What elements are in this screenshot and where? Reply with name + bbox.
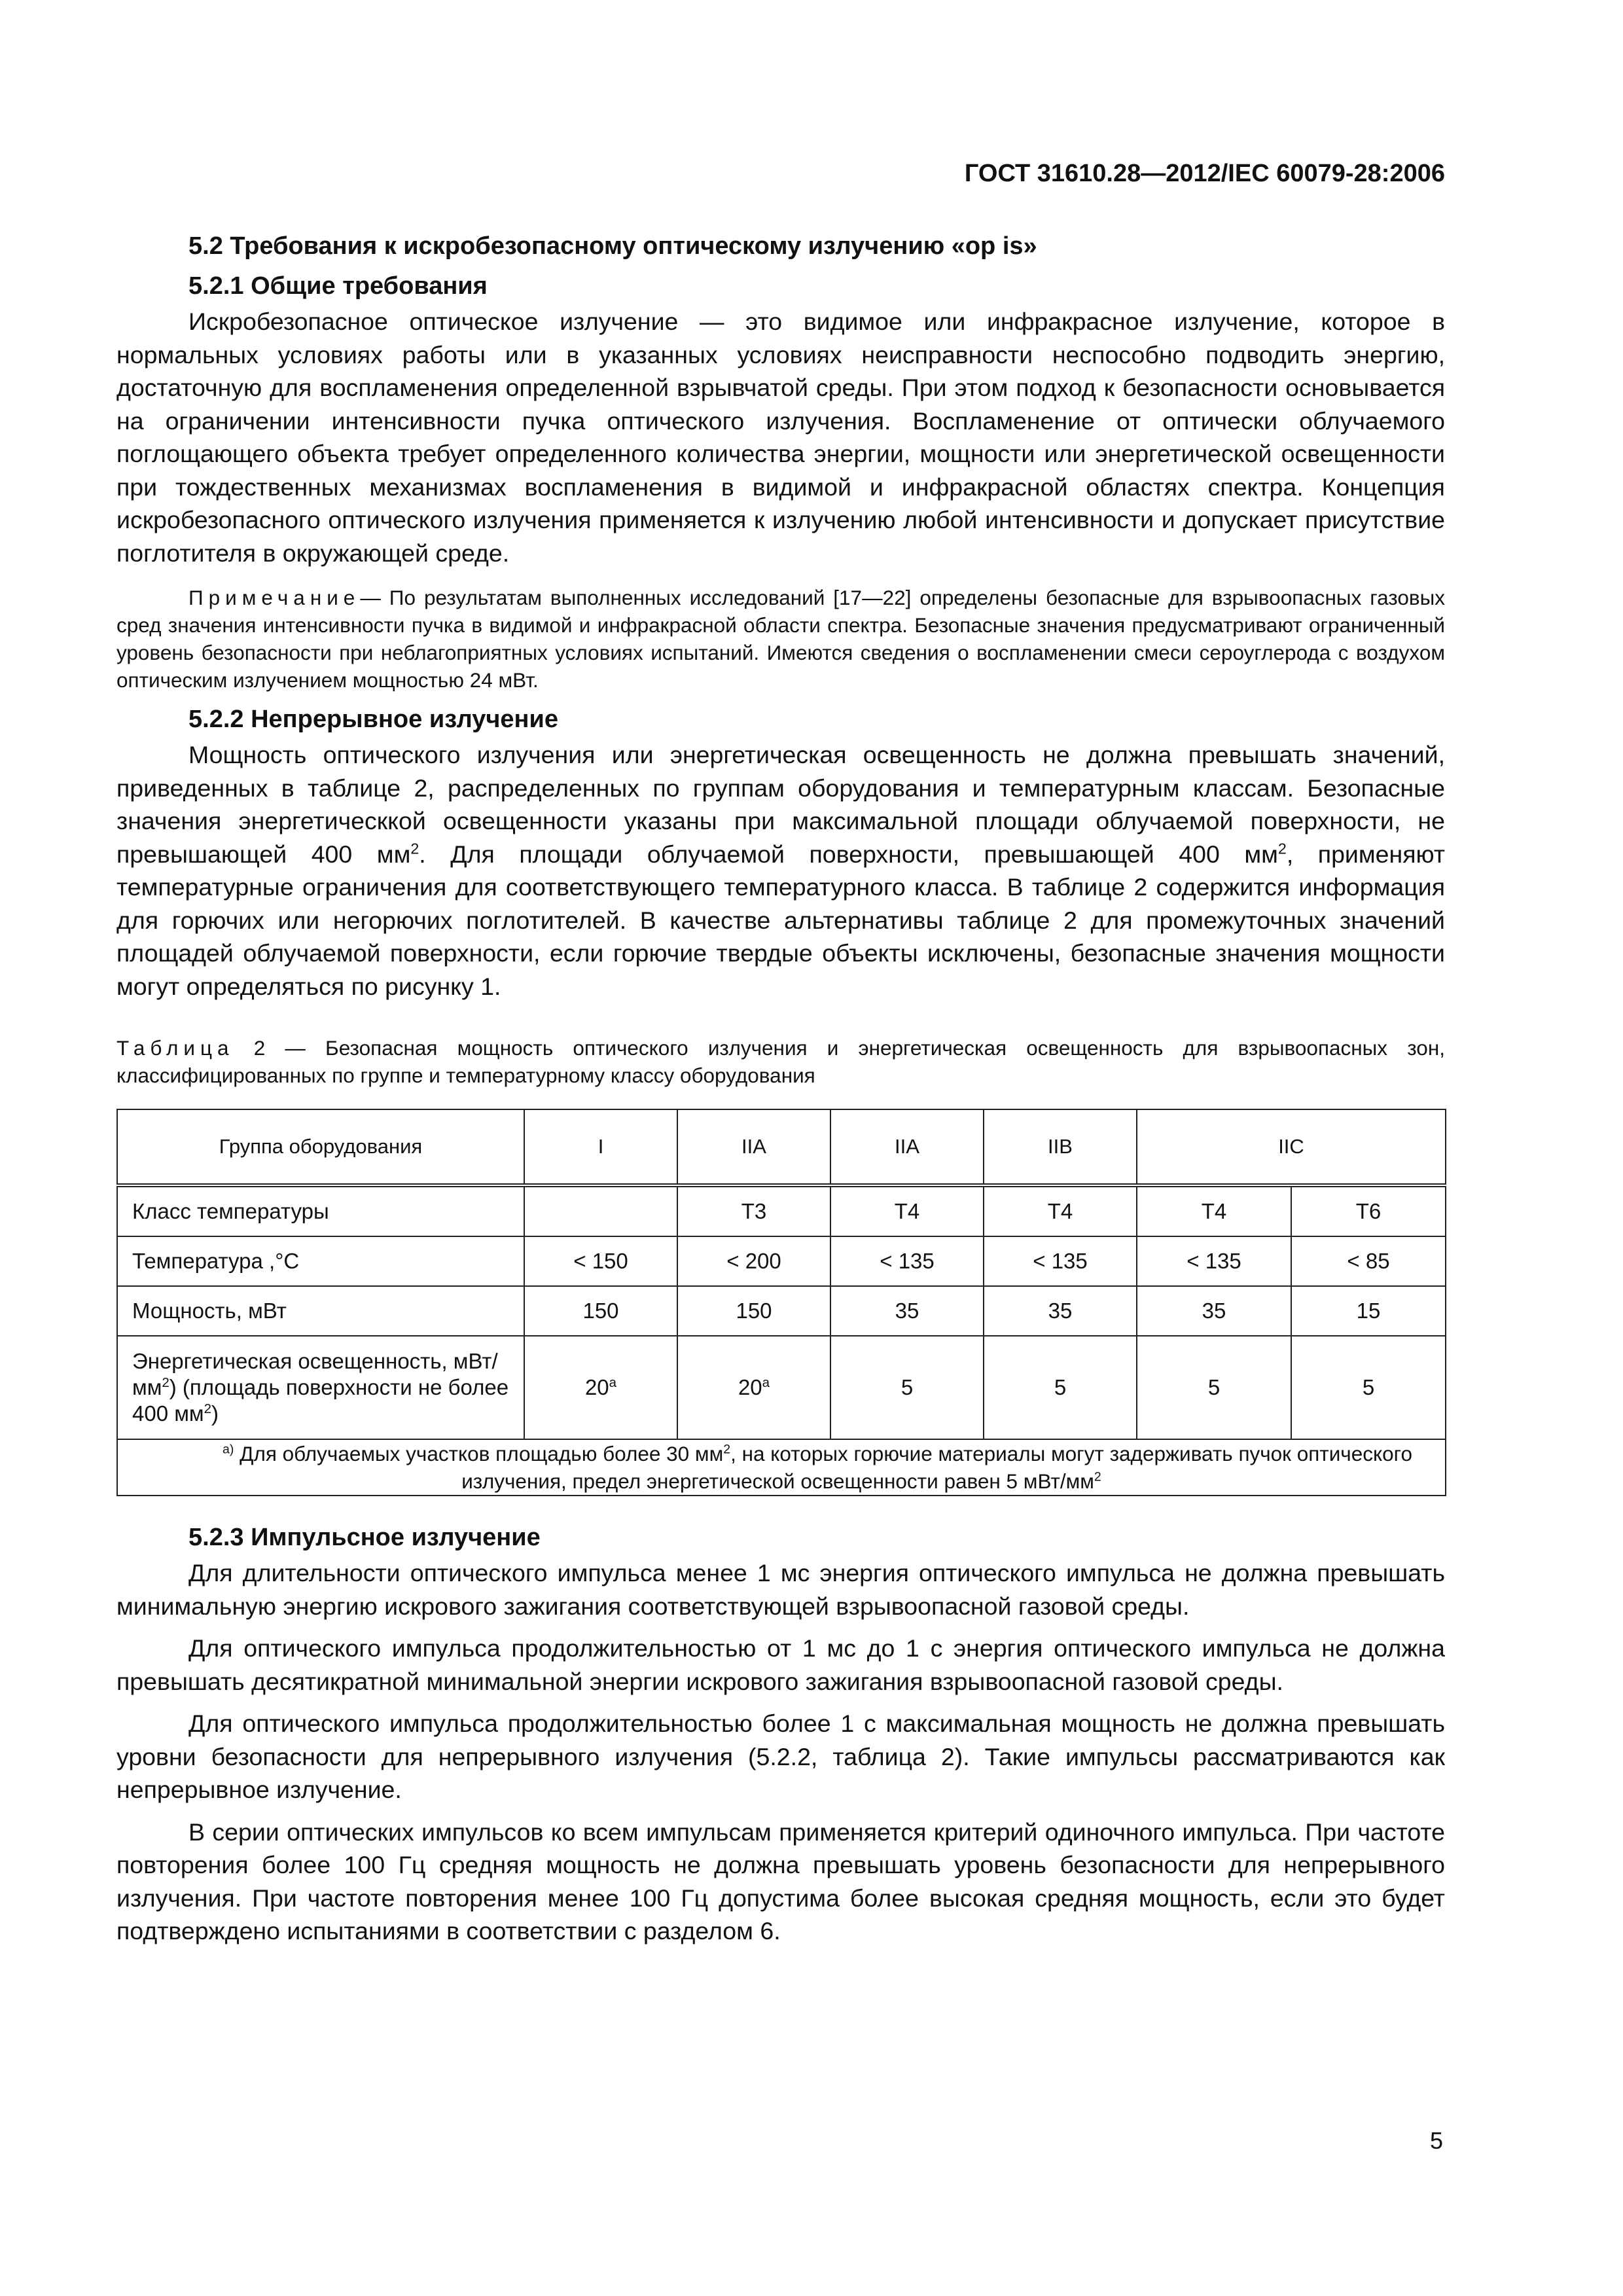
table-row (117, 1236, 1446, 1286)
header-cell: IIA (830, 1109, 984, 1185)
footnote-mark: а) (223, 1442, 234, 1457)
table-cell: 15 (1291, 1286, 1446, 1336)
table-cell: < 200 (677, 1236, 830, 1286)
table-header-row (117, 1109, 1446, 1185)
row-label: Класс температуры (117, 1185, 524, 1236)
row-label: Мощность, мВт (117, 1286, 524, 1336)
table-cell (677, 1336, 830, 1439)
table-cell: 35 (1137, 1286, 1291, 1336)
footnote-ref: а (762, 1375, 770, 1390)
table-cell: 5 (1291, 1336, 1446, 1439)
table-cell: < 135 (1137, 1236, 1291, 1286)
section-5-2-2-title: 5.2.2 Непрерывное излучение (188, 706, 558, 733)
label-text: ) (площадь поверхности не более 400 мм (132, 1375, 509, 1426)
table-cell: T4 (1137, 1185, 1291, 1236)
table-caption-text: — Безопасная мощность оптического излучения и энергетическая освещенность для взрывоопасных зон, классифицированных по группе и температурному классу оборудования (116, 1036, 1445, 1087)
table-cell (524, 1336, 677, 1439)
superscript: 2 (723, 1442, 731, 1457)
note-paragraph (116, 584, 1445, 694)
footnote-text: , на которых горючие материалы могут задерживать пучок оптического излучения, предел энергетической освещенности равен 5 мВт/мм (461, 1442, 1412, 1493)
cell-value: 20 (584, 1375, 609, 1399)
section-5-2-3-paragraph-4: В серии оптических импульсов ко всем импульсам применяется критерий одиночного импульса. При частоте повторения более 100 Гц средняя мощность не должна превышать уровень безопасности для непрерывного излучения. При частоте повторения менее 100 Гц допустима более высокая средняя мощность, если это будет подтверждено испытаниями в соответствии с разделом 6. (116, 1818, 1445, 1945)
table-cell: 150 (524, 1286, 677, 1336)
table-cell: < 135 (984, 1236, 1137, 1286)
row-label: Температура ,°С (117, 1236, 524, 1286)
section-5-2-2-paragraph (116, 738, 1445, 1003)
table-cell: T4 (830, 1185, 984, 1236)
paragraph-text: Мощность оптического излучения или энергетическая освещенность не должна превышать значений, приведенных в таблице 2, распределенных по группам оборудования и температурным классам. Безопасные значения энергетическкой освещенности указаны при максимальной площади облучаемой поверхности, не превышающей 400 мм (116, 741, 1445, 868)
paragraph-text: , применяют температурные ограничения для соответствующего температурного класса. В таблице 2 содержится информация для горючих или негорючих поглотителей. В качестве альтернативы таблице 2 для промежуточных значений площадей облучаемой поверхности, если горючие твердые объекты исключены, безопасные значения мощности могут определяться по рисунку 1. (116, 840, 1445, 1000)
footnote-text: Для облучаемых участков площадью более 30 мм (234, 1442, 724, 1465)
table-caption-number: 2 (253, 1036, 266, 1060)
table-cell: < 85 (1291, 1236, 1446, 1286)
table-row (117, 1286, 1446, 1336)
table-cell: T6 (1291, 1185, 1446, 1236)
section-5-2-3-paragraph-1: Для длительности оптического импульса менее 1 мс энергия оптического импульса не должна превышать минимальную энергию искрового зажигания соответствующей взрывоопасной газовой среды. (116, 1559, 1445, 1620)
table-footnote-row (117, 1439, 1446, 1496)
label-text: ) (211, 1401, 219, 1426)
superscript: 2 (1277, 840, 1287, 857)
header-cell: I (524, 1109, 677, 1185)
paragraph-text: . Для площади облучаемой поверхности, превышающей 400 мм (419, 840, 1278, 868)
section-5-2-1-title: 5.2.1 Общие требования (188, 272, 488, 300)
table-cell: < 150 (524, 1236, 677, 1286)
note-text: — По результатам выполненных исследований [17—22] определены безопасные для взрывоопасных газовых сред значения интенсивности пучка в видимой и инфракрасной области спектра. Безопасные значения предусматривают ограниченный уровень безопасности при неблагоприятных условиях испытаний. Имеются сведения о воспламенении смеси сероуглерода с воздухом оптическим излучением мощностью 24 мВт. (116, 586, 1445, 692)
page-content (116, 229, 1445, 1948)
section-5-2-title: 5.2 Требования к искробезопасному оптическому излучению «op is» (188, 232, 1037, 260)
superscript: 2 (1094, 1469, 1101, 1484)
table-cell (524, 1185, 677, 1236)
section-5-2-1-paragraph: Искробезопасное оптическое излучение — это видимое или инфракрасное излучение, которое в нормальных условиях работы или в указанных условиях неисправности неспособно подводить энергию, достаточную для воспламенения определенной взрывчатой среды. При этом подход к безопасности основывается на ограничении интенсивности пучка оптического излучения. Воспламенение от оптически облучаемого поглощающего объекта требует определенного количества энергии, мощности или энергетической освещенности при тождественных механизмах воспламенения в видимой и инфракрасной областях спектра. Концепция искробезопасного оптического излучения применяется к излучению любой интенсивности и допускает присутствие поглотителя в окружающей среде. (116, 308, 1445, 567)
table-row (117, 1185, 1446, 1236)
superscript: 2 (162, 1375, 169, 1390)
label-text: Энергетическая освещенность, мВт/мм (132, 1349, 498, 1399)
table-cell: 5 (830, 1336, 984, 1439)
page-number: 5 (1429, 2127, 1443, 2154)
footnote-ref: а (609, 1375, 617, 1390)
table-caption (116, 1034, 1445, 1089)
table-footnote (117, 1439, 1446, 1496)
header-cell: Группа оборудования (117, 1109, 524, 1185)
header-cell: IIA (677, 1109, 830, 1185)
table-cell: 35 (830, 1286, 984, 1336)
section-5-2-3-paragraph-2: Для оптического импульса продолжительностью от 1 мс до 1 с энергия оптического импульса не должна превышать десятикратной минимальной энергии искрового зажигания взрывоопасной газовой среды. (116, 1634, 1445, 1695)
row-label (117, 1336, 524, 1439)
superscript: 2 (204, 1401, 211, 1416)
table-cell: 150 (677, 1286, 830, 1336)
table-cell: 5 (1137, 1336, 1291, 1439)
section-5-2-3-paragraph-3: Для оптического импульса продолжительностью более 1 с максимальная мощность не должна превышать уровни безопасности для непрерывного излучения (5.2.2, таблица 2). Такие импульсы рассматриваются как непрерывное излучение. (116, 1710, 1445, 1803)
section-5-2-3-title: 5.2.3 Импульсное излучение (188, 1524, 541, 1551)
table-cell: < 135 (830, 1236, 984, 1286)
table-caption-label: Таблица (116, 1036, 234, 1060)
table-cell: T3 (677, 1185, 830, 1236)
table-cell: T4 (984, 1185, 1137, 1236)
cell-value: 20 (738, 1375, 762, 1399)
table-2 (116, 1109, 1446, 1496)
table-cell: 5 (984, 1336, 1137, 1439)
document-header: ГОСТ 31610.28—2012/IEC 60079-28:2006 (964, 160, 1445, 187)
superscript: 2 (410, 840, 419, 857)
header-cell: IIB (984, 1109, 1137, 1185)
note-label: Примечание (188, 586, 361, 609)
header-cell: IIC (1137, 1109, 1446, 1185)
table-cell: 35 (984, 1286, 1137, 1336)
table-row (117, 1336, 1446, 1439)
